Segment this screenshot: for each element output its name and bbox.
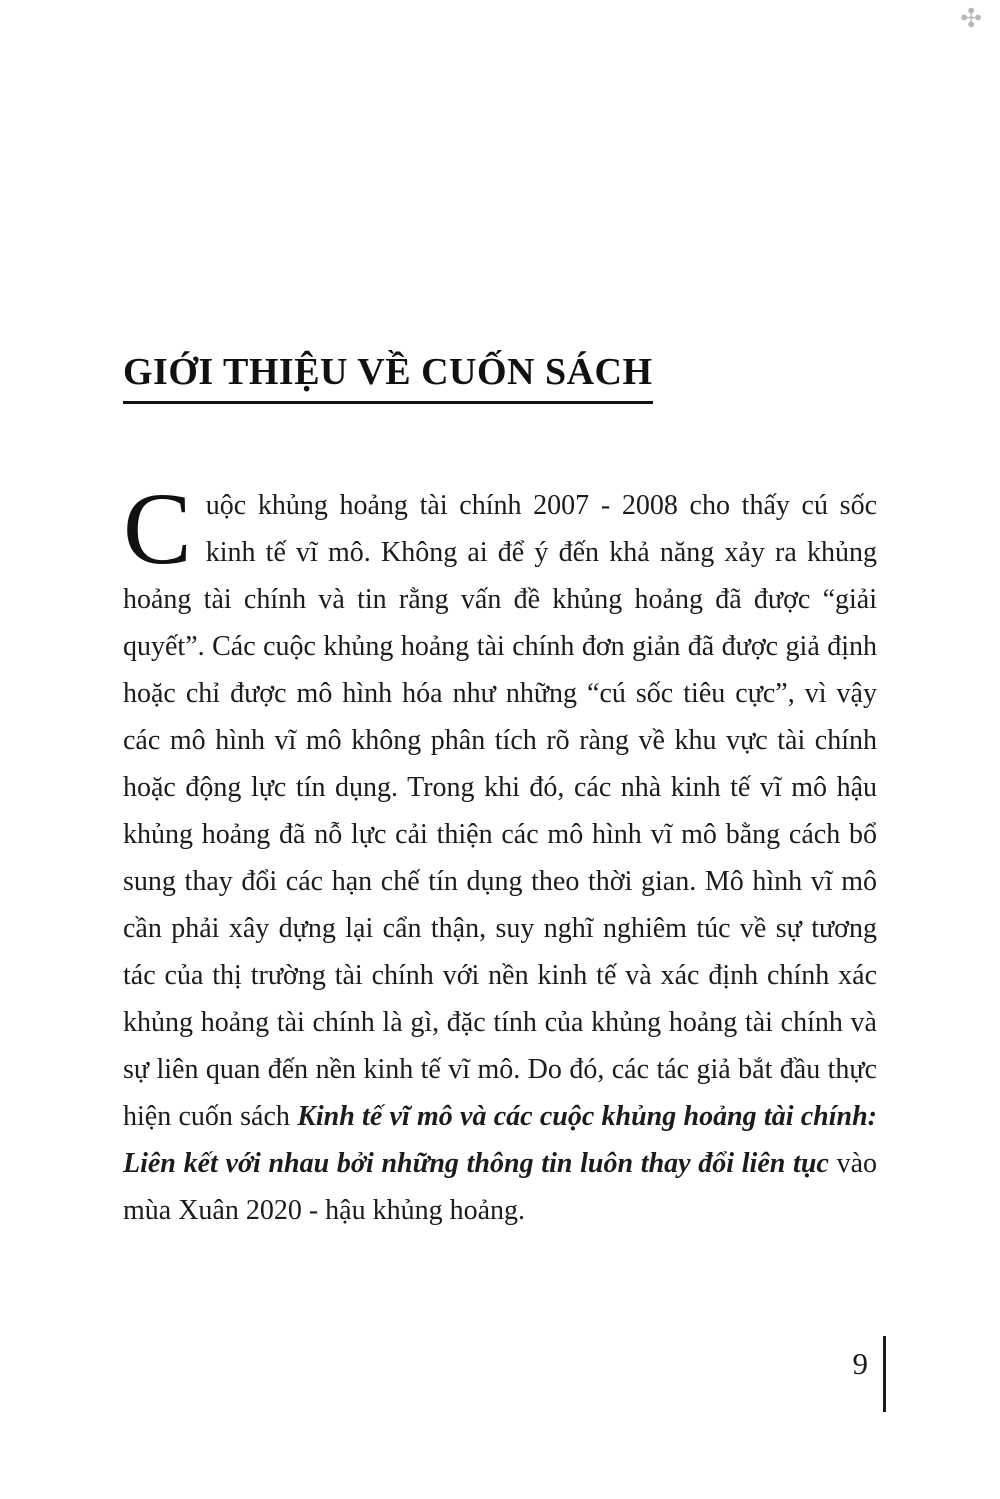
page-number: 9 [852, 1346, 868, 1381]
page-number-divider [883, 1336, 886, 1412]
drop-cap: C [123, 472, 192, 586]
paragraph-text-end: vào mùa Xuân 2020 - hậu khủng hoảng. [123, 1148, 877, 1226]
body-text [123, 472, 878, 1234]
flower-ornament-icon: ✣ [960, 4, 982, 33]
chapter-title-container [123, 350, 653, 404]
chapter-title: GIỚI THIỆU VỀ CUỐN SÁCH [123, 350, 653, 404]
inline-book-title: Kinh tế vĩ mô và các cuộc khủng hoảng tài chính: Liên kết với nhau bởi những thông tin luôn thay đổi liên tục [123, 1101, 878, 1179]
paragraph-text: uộc khủng hoảng tài chính 2007 - 2008 cho thấy cú sốc kinh tế vĩ mô. Không ai để ý đến khả năng xảy ra khủng hoảng tài chính và tin rằng vấn đề khủng hoảng đã được “giải quyết”. Các cuộc khủng hoảng tài chính đơn giản đã được giả định hoặc chỉ được mô hình hóa như những “cú sốc tiêu cực”, vì vậy các mô hình vĩ mô không phân tích rõ ràng về khu vực tài chính hoặc động lực tín dụng. Trong khi đó, các nhà kinh tế vĩ mô hậu khủng hoảng đã nỗ lực cải thiện các mô hình vĩ mô bằng cách bổ sung thay đổi các hạn chế tín dụng theo thời gian. Mô hình vĩ mô cần phải xây dựng lại cẩn thận, suy nghĩ nghiêm túc về sự tương tác của thị trường tài chính với nền kinh tế và xác định chính xác khủng hoảng tài chính là gì, đặc tính của khủng hoảng tài chính và sự liên quan đến nền kinh tế vĩ mô. Do đó, các tác giả bắt đầu thực hiện cuốn sách [123, 490, 877, 1132]
